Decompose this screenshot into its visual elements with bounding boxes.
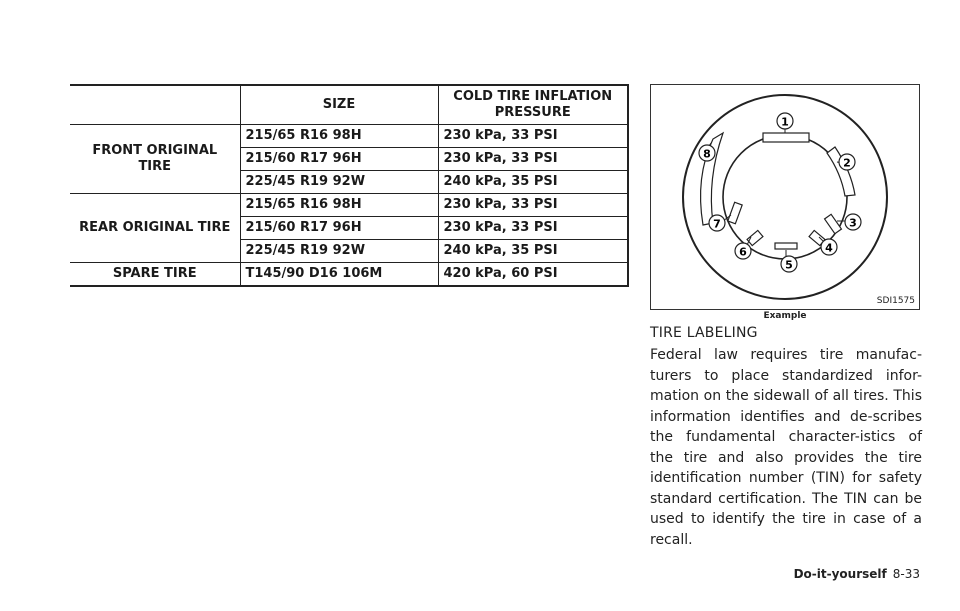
figure-caption: Example bbox=[763, 311, 807, 321]
pressure-cell: 230 kPa, 33 PSI bbox=[438, 194, 628, 217]
header-blank bbox=[70, 85, 240, 125]
table-row bbox=[70, 263, 628, 286]
svg-text:6: 6 bbox=[739, 245, 747, 259]
section-title: TIRE LABELING bbox=[650, 325, 758, 341]
size-cell: 215/65 R16 98H bbox=[240, 125, 438, 148]
callout-1 bbox=[777, 113, 793, 129]
callout-7 bbox=[709, 215, 725, 231]
table-header-row bbox=[70, 85, 628, 125]
callout-4 bbox=[821, 239, 837, 255]
tire-sidewall-figure bbox=[650, 84, 920, 310]
marking-6 bbox=[747, 230, 763, 245]
callout-5 bbox=[781, 256, 797, 272]
header-pressure: COLD TIRE INFLATION PRESSURE bbox=[438, 85, 628, 125]
pressure-cell: 230 kPa, 33 PSI bbox=[438, 125, 628, 148]
size-cell: T145/90 D16 106M bbox=[240, 263, 438, 286]
section-body: Federal law requires tire manufac-turers to place standardized infor-mation on the sidewall of all tires. This information identifies and de-scribes the fundamental character-istics of the tire and also provides the tire identification number (TIN) for safety standard certification. The TIN can be used to identify the tire in case of a recall. bbox=[650, 347, 922, 548]
marking-7 bbox=[728, 202, 742, 224]
pressure-cell: 240 kPa, 35 PSI bbox=[438, 171, 628, 194]
size-cell: 225/45 R19 92W bbox=[240, 240, 438, 263]
callout-3 bbox=[845, 214, 861, 230]
callout-2 bbox=[839, 154, 855, 170]
group-label-rear: REAR ORIGINAL TIRE bbox=[70, 194, 240, 263]
svg-text:8: 8 bbox=[703, 147, 711, 161]
footer-section: Do-it-yourself bbox=[793, 567, 887, 581]
svg-text:7: 7 bbox=[713, 217, 721, 231]
svg-text:3: 3 bbox=[849, 216, 857, 230]
tire-sidewall-diagram bbox=[651, 85, 919, 309]
marking-3 bbox=[825, 214, 842, 233]
figure-code: SDI1575 bbox=[876, 296, 915, 306]
pressure-cell: 420 kPa, 60 PSI bbox=[438, 263, 628, 286]
table-row bbox=[70, 125, 628, 148]
tire-pressure-table bbox=[70, 84, 629, 287]
pressure-cell: 230 kPa, 33 PSI bbox=[438, 148, 628, 171]
marking-1 bbox=[763, 133, 809, 142]
callout-8 bbox=[699, 145, 715, 161]
page-number: 8-33 bbox=[892, 567, 920, 581]
size-cell: 215/65 R16 98H bbox=[240, 194, 438, 217]
svg-text:1: 1 bbox=[781, 115, 789, 129]
group-label-front: FRONT ORIGINAL TIRE bbox=[92, 143, 218, 174]
svg-text:2: 2 bbox=[843, 156, 851, 170]
svg-text:5: 5 bbox=[785, 258, 793, 272]
pressure-cell: 230 kPa, 33 PSI bbox=[438, 217, 628, 240]
size-cell: 215/60 R17 96H bbox=[240, 217, 438, 240]
marking-5 bbox=[775, 243, 797, 249]
callout-6 bbox=[735, 243, 751, 259]
group-label-spare: SPARE TIRE bbox=[70, 263, 240, 286]
page-footer bbox=[794, 567, 920, 581]
header-size: SIZE bbox=[240, 85, 438, 125]
size-cell: 215/60 R17 96H bbox=[240, 148, 438, 171]
table-row bbox=[70, 194, 628, 217]
pressure-cell: 240 kPa, 35 PSI bbox=[438, 240, 628, 263]
size-cell: 225/45 R19 92W bbox=[240, 171, 438, 194]
svg-text:4: 4 bbox=[825, 241, 833, 255]
